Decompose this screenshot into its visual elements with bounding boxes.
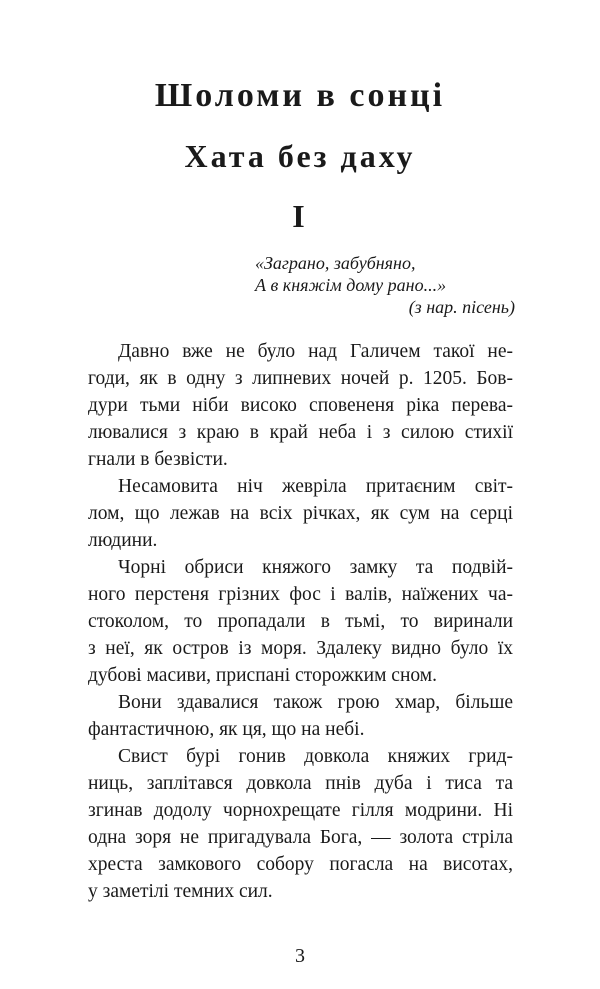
text-line: годи, як в одну з липневих ночей р. 1205. Бов- [88,368,513,389]
text-line: Чорні обриси княжого замку та подвій- [118,557,513,578]
text-line: у заметілі темних сил. [88,881,273,902]
text-line: Давно вже не було над Галичем такої не- [118,341,513,362]
text-line: з неї, як остров із моря. Здалеку видно було їх [88,638,513,659]
page-number: 3 [295,945,305,967]
epigraph-line: А в княжім дому рано...» [255,275,447,295]
text-line: лом, що лежав на всіх річках, як сум на серці [88,503,513,524]
part-number: I [292,198,308,234]
text-line: Вони здавалися також грою хмар, більше [118,692,513,713]
text-line: гнали в безвісти. [88,449,228,470]
epigraph-source: (з нар. пісень) [408,297,515,317]
text-line: лювалися з краю в край неба і з силою стихії [88,422,513,443]
text-line: хреста замкового собору погасла на висотах, [88,854,513,875]
text-line: Свист бурі гонив довкола княжих грид- [118,746,513,767]
epigraph [255,252,515,318]
text-line: згинав додолу чорнохрещате гілля модрини. Ні [88,800,513,821]
text-line: ниць, заплітався довкола пнів дуба і тиса та [88,773,513,794]
text-line: Несамовита ніч жевріла притаєним світ- [118,476,513,497]
text-line: дубові масиви, приспані сторожким сном. [88,665,437,686]
chapter-title: Хата без даху [184,138,416,174]
text-line: ного перстеня грізних фос і валів, наїжених ча- [88,584,513,605]
body-text [88,338,513,905]
epigraph-line: «Заграно, забубняно, [255,253,416,273]
text-line: людини. [88,530,158,551]
text-line: стоколом, то пропадали в тьмі, то виринали [88,611,513,632]
book-title: Шоломи в сонці [154,77,446,114]
text-line: фантастичною, як ця, що на небі. [88,719,365,740]
text-line: дури тьми ніби високо сповененя ріка перева- [88,395,513,416]
text-line: одна зоря не пригадувала Бога, — золота стріла [88,827,513,848]
